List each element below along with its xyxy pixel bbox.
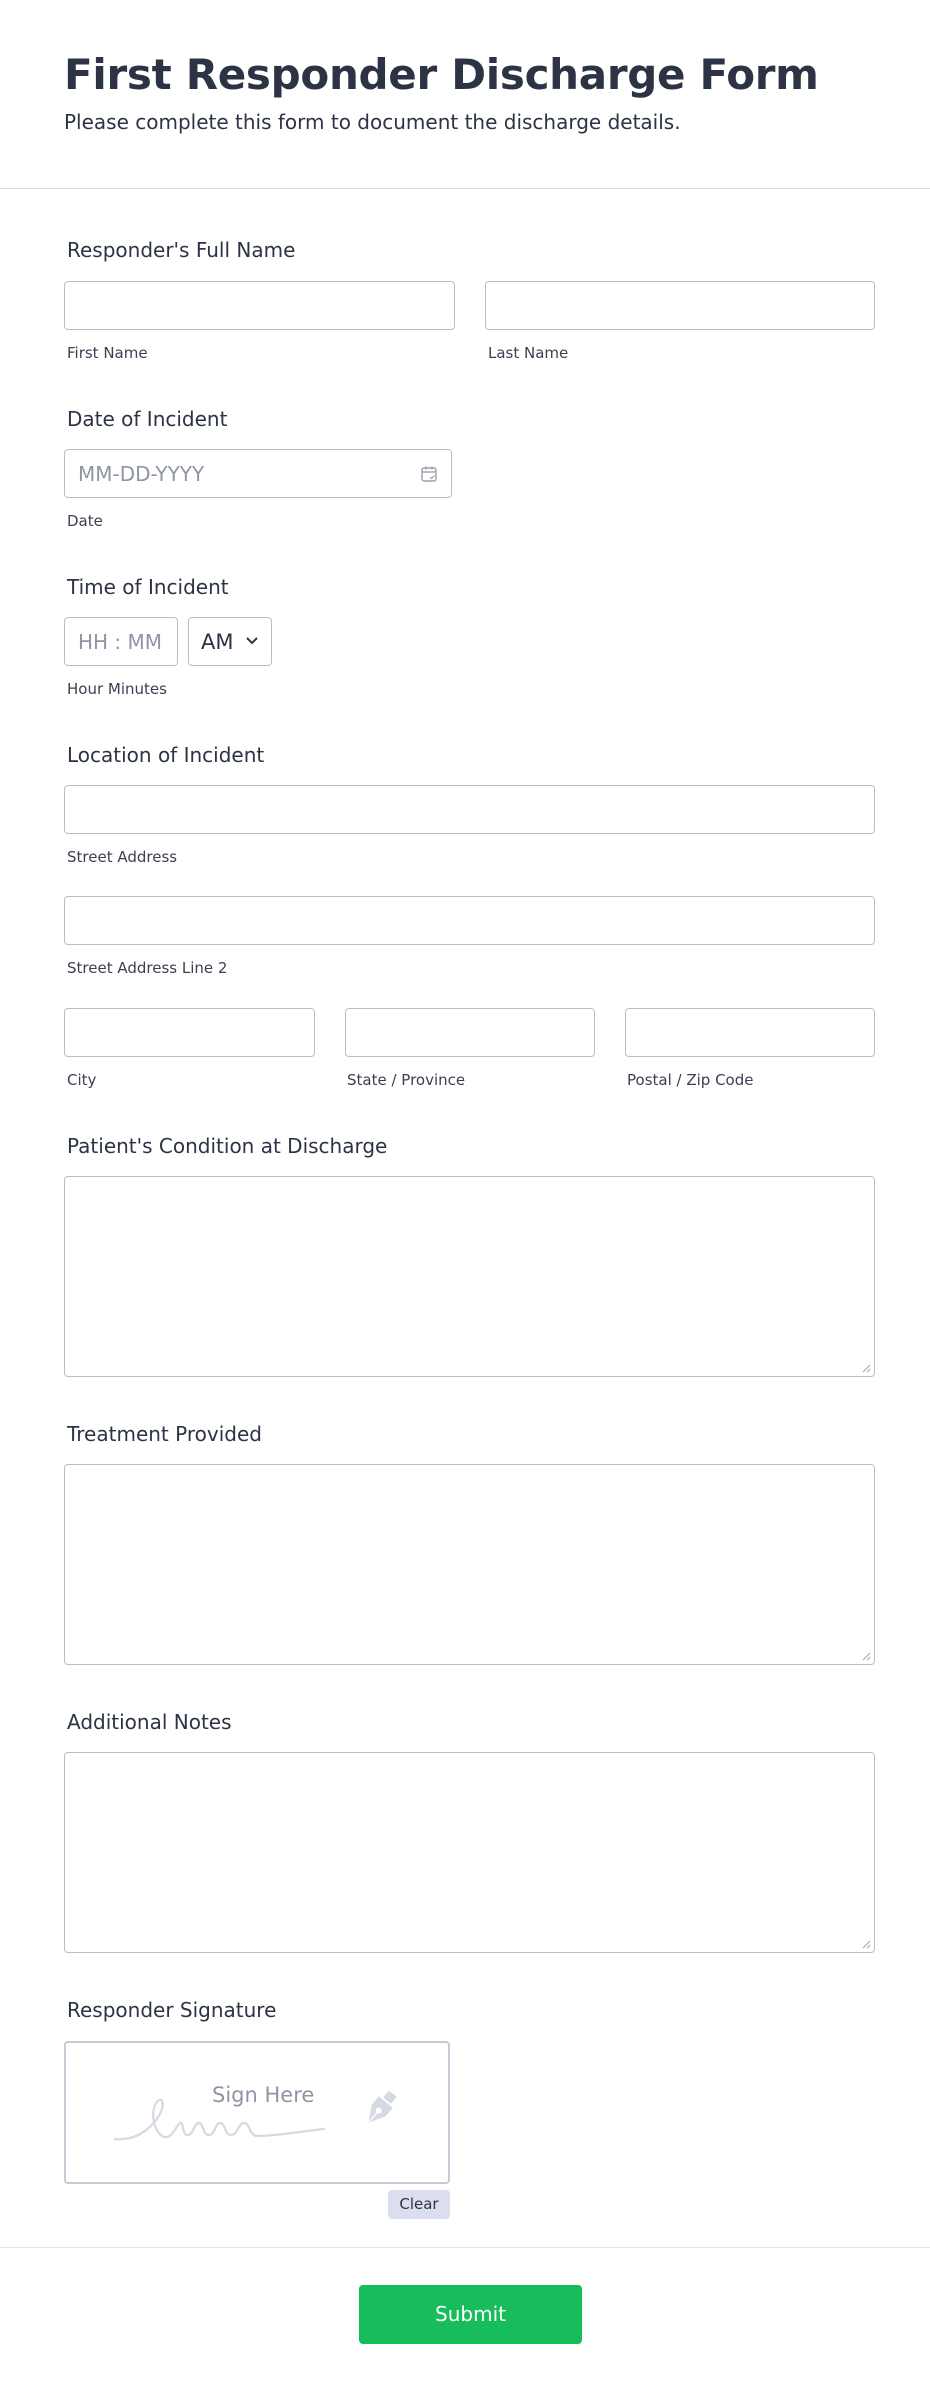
pen-nib-icon	[358, 2087, 402, 2131]
first-name-sublabel: First Name	[67, 344, 148, 362]
last-name-sublabel: Last Name	[488, 344, 569, 362]
last-name-input[interactable]	[485, 281, 875, 330]
ampm-select[interactable]	[188, 617, 272, 666]
date-sublabel: Date	[67, 512, 103, 530]
form-header	[0, 0, 930, 189]
zip-sublabel: Postal / Zip Code	[627, 1071, 754, 1089]
form-subtitle: Please complete this form to document the discharge details.	[64, 110, 681, 134]
treatment-textarea[interactable]	[64, 1464, 875, 1665]
form-title: First Responder Discharge Form	[64, 50, 819, 99]
street-address-line2-sublabel: Street Address Line 2	[67, 959, 228, 977]
time-label: Time of Incident	[67, 575, 229, 599]
date-input[interactable]	[64, 449, 452, 498]
time-placeholder: HH : MM	[78, 630, 163, 654]
clear-signature-button[interactable]: Clear	[388, 2190, 450, 2219]
condition-textarea[interactable]	[64, 1176, 875, 1377]
time-input[interactable]	[64, 617, 178, 666]
street-address-line2-input[interactable]	[64, 896, 875, 945]
zip-input[interactable]	[625, 1008, 875, 1057]
state-input[interactable]	[345, 1008, 595, 1057]
date-placeholder: MM-DD-YYYY	[78, 462, 205, 486]
city-input[interactable]	[64, 1008, 315, 1057]
resize-grip-icon[interactable]	[861, 1651, 871, 1661]
location-label: Location of Incident	[67, 743, 265, 767]
condition-label: Patient's Condition at Discharge	[67, 1134, 388, 1158]
resize-grip-icon[interactable]	[861, 1939, 871, 1949]
notes-label: Additional Notes	[67, 1710, 232, 1734]
resize-grip-icon[interactable]	[861, 1363, 871, 1373]
notes-textarea[interactable]	[64, 1752, 875, 1953]
treatment-label: Treatment Provided	[67, 1422, 262, 1446]
date-label: Date of Incident	[67, 407, 228, 431]
signature-placeholder: Sign Here	[212, 2083, 315, 2107]
submit-button[interactable]: Submit	[359, 2285, 582, 2344]
street-address-sublabel: Street Address	[67, 848, 178, 866]
state-sublabel: State / Province	[347, 1071, 466, 1089]
signature-pad[interactable]	[64, 2041, 450, 2184]
time-sublabel: Hour Minutes	[67, 680, 167, 698]
chevron-down-icon	[245, 636, 259, 646]
form-footer	[0, 2247, 930, 2395]
street-address-input[interactable]	[64, 785, 875, 834]
full-name-label: Responder's Full Name	[67, 238, 296, 262]
calendar-icon[interactable]	[420, 465, 438, 483]
first-name-input[interactable]	[64, 281, 455, 330]
city-sublabel: City	[67, 1071, 97, 1089]
signature-label: Responder Signature	[67, 1998, 277, 2022]
ampm-value: AM	[201, 630, 234, 654]
